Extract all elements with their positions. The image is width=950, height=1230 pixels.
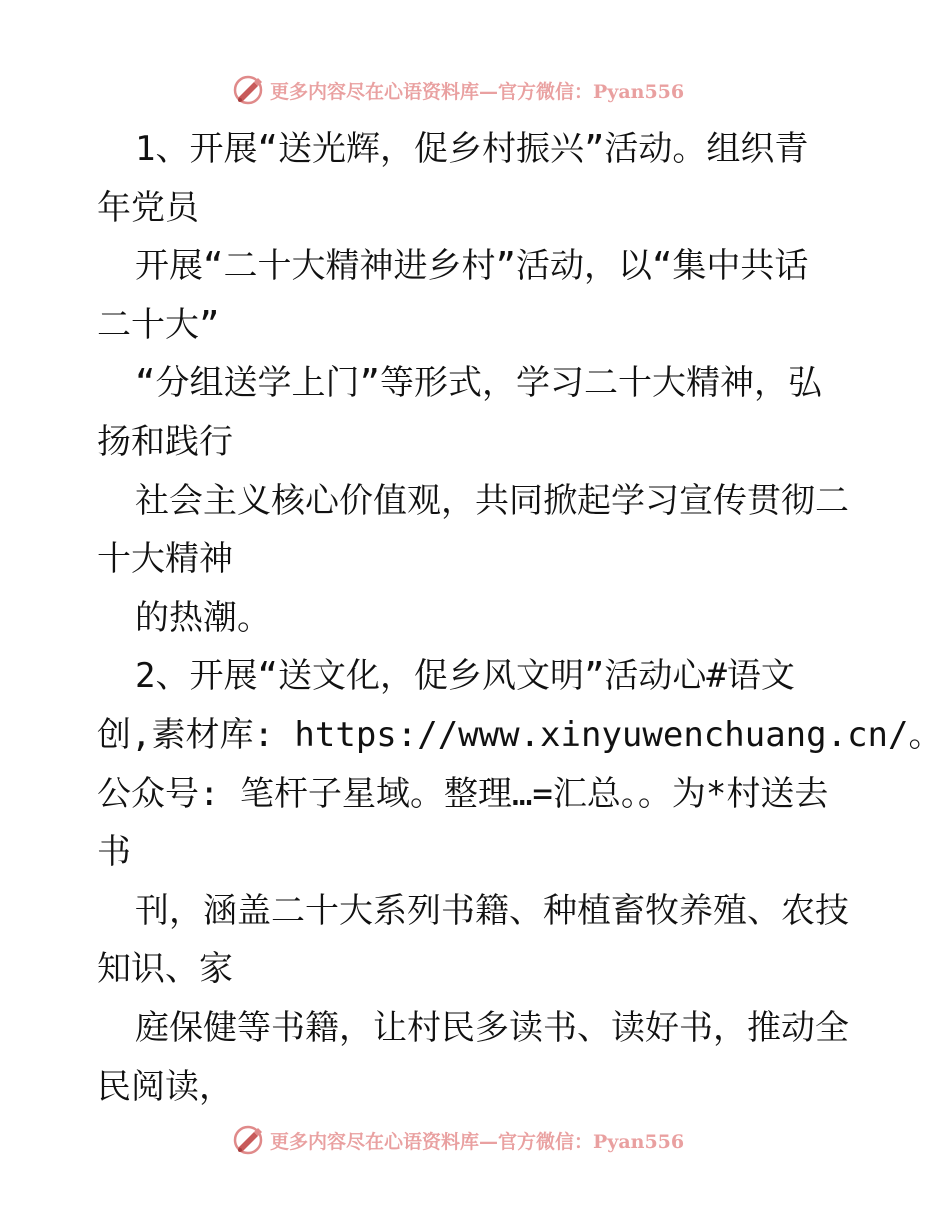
body-line: 2、开展“送文化，促乡风文明”活动心#语文	[135, 656, 795, 697]
body-line: 刊，涵盖二十大系列书籍、种植畜牧养殖、农技	[135, 890, 849, 931]
body-line: 知识、家	[97, 949, 233, 990]
pen-logo-icon	[232, 1124, 264, 1156]
body-line: 年党员	[97, 187, 199, 228]
pen-logo-icon	[232, 74, 264, 106]
header-watermark	[232, 72, 752, 108]
watermark-text: 更多内容尽在心语资料库—官方微信：Pyan556	[270, 1130, 685, 1153]
body-line: “分组送学上门”等形式，学习二十大精神，弘	[135, 363, 822, 404]
watermark-text: 更多内容尽在心语资料库—官方微信：Pyan556	[270, 80, 685, 103]
body-line: 社会主义核心价值观，共同掀起学习宣传贯彻二	[135, 480, 849, 521]
body-line: 创,素材库: https://www.xinyuwenchuang.cn/。	[97, 714, 943, 755]
document-body	[97, 120, 943, 1116]
body-line: 开展“二十大精神进乡村”活动，以“集中共话	[135, 246, 809, 287]
body-line: 1、开展“送光辉，促乡村振兴”活动。组织青	[135, 129, 809, 169]
body-line: 的热潮。	[135, 597, 271, 638]
body-line: 庭保健等书籍，让村民多读书、读好书，推动全	[135, 1007, 849, 1048]
body-line: 扬和践行	[97, 421, 233, 462]
body-line: 民阅读，	[97, 1066, 233, 1107]
body-line: 书	[97, 832, 131, 873]
body-line: 公众号: 笔杆子星域。整理…=汇总。。为*村送去	[97, 773, 829, 814]
footer-watermark	[232, 1122, 752, 1158]
body-line: 二十大”	[97, 304, 220, 345]
body-line: 十大精神	[97, 539, 233, 580]
